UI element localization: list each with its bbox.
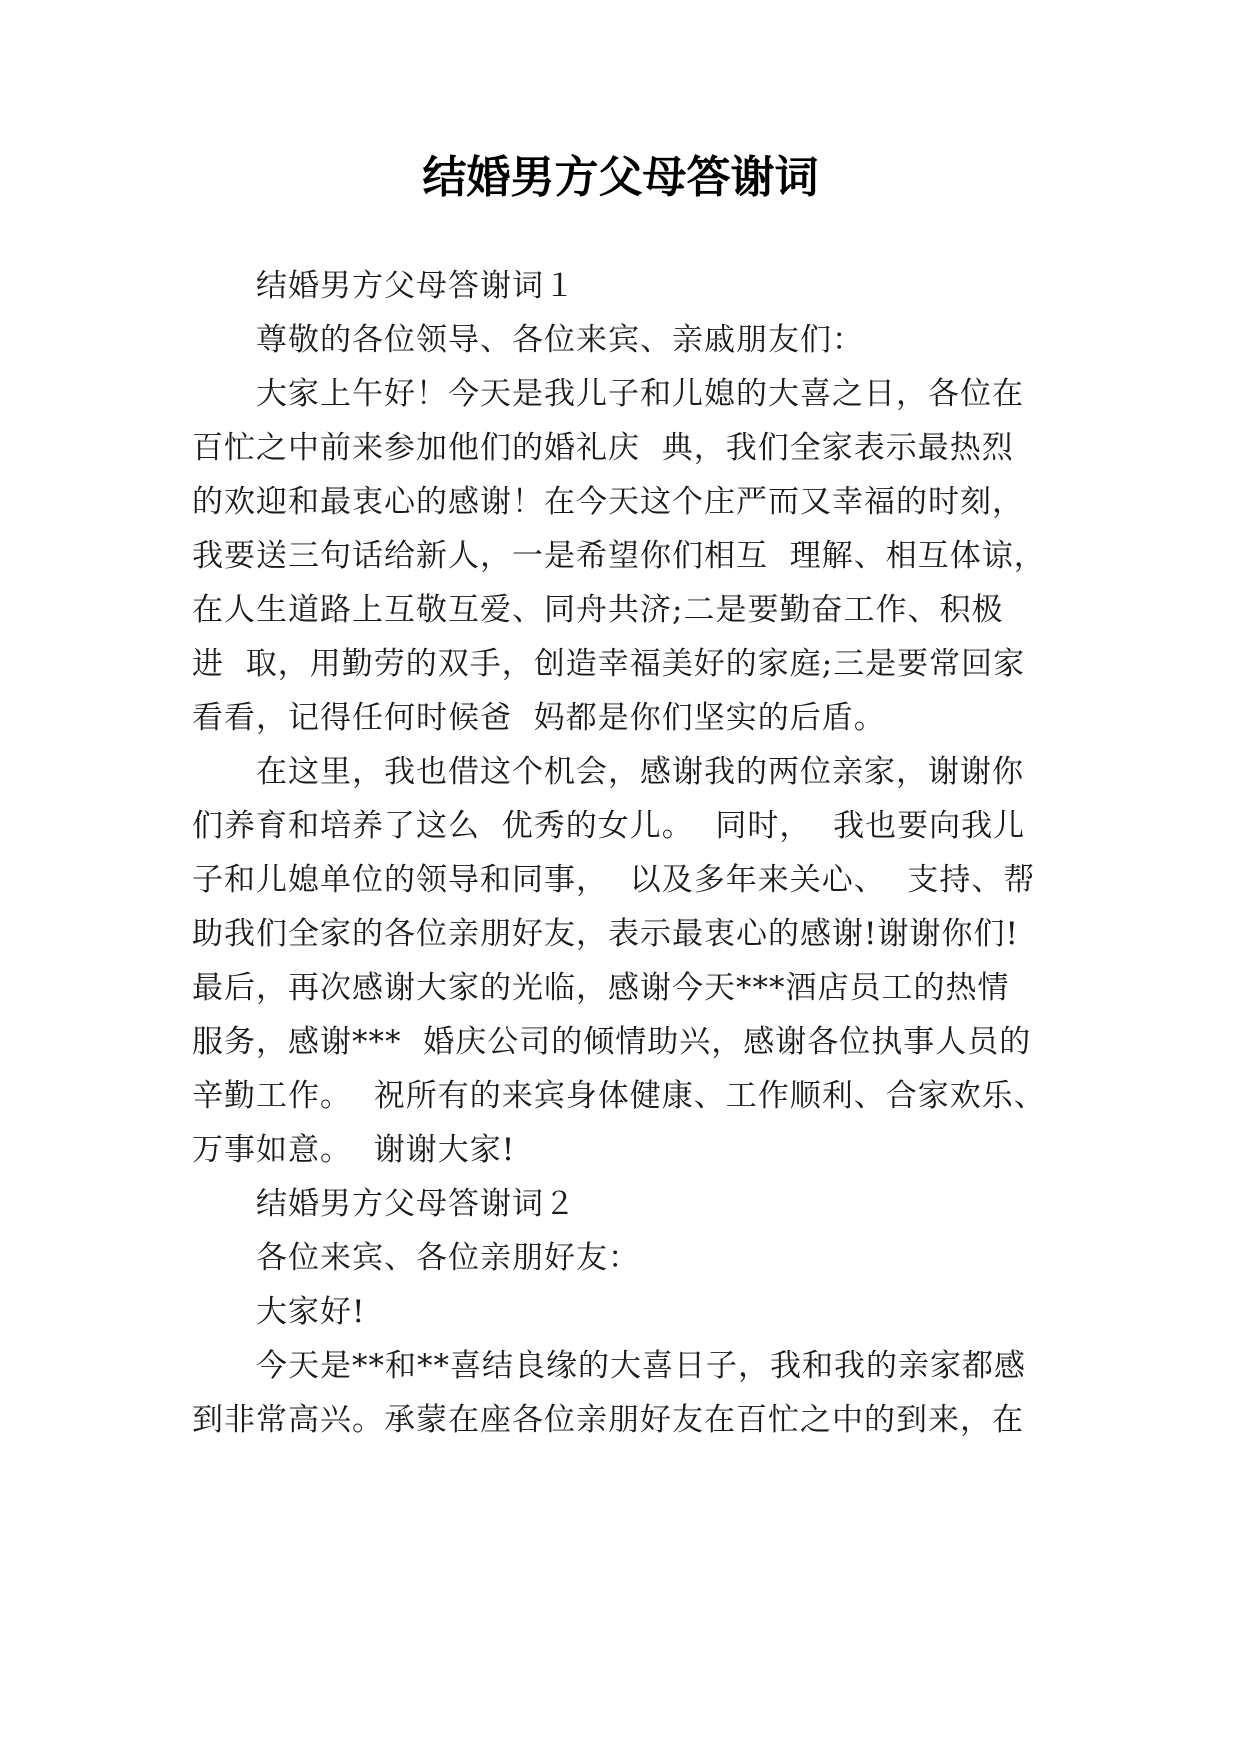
paragraph-line: 子和儿媳单位的领导和同事， 以及多年来关心、 支持、帮 — [192, 862, 1036, 898]
paragraph-line: 到非常高兴。承蒙在座各位亲朋好友在百忙之中的到来，在 — [192, 1402, 1024, 1438]
paragraph-line: 在这里，我也借这个机会，感谢我的两位亲家，谢谢你 — [256, 754, 1024, 790]
paragraph-line: 进 取，用勤劳的双手，创造幸福美好的家庭;三是要常回家 — [192, 646, 1026, 682]
section-heading-2: 结婚男方父母答谢词２ — [256, 1186, 576, 1222]
paragraph-line: 服务，感谢*** 婚庆公司的倾情助兴，感谢各位执事人员的 — [192, 1024, 1032, 1060]
salutation-1: 尊敬的各位领导、各位来宾、亲戚朋友们： — [256, 322, 864, 358]
paragraph-line: 最后，再次感谢大家的光临，感谢今天***酒店员工的热情 — [192, 970, 1010, 1006]
paragraph-line: 百忙之中前来参加他们的婚礼庆 典，我们全家表示最热烈 — [192, 430, 1014, 466]
paragraph-line: 在人生道路上互敬互爱、同舟共济;二是要勤奋工作、积极 — [192, 592, 1004, 628]
paragraph-line: 们养育和培养了这么 优秀的女儿。 同时， 我也要向我儿 — [192, 808, 1026, 844]
paragraph-line: 大家上午好！今天是我儿子和儿媳的大喜之日，各位在 — [256, 376, 1024, 412]
salutation-2: 各位来宾、各位亲朋好友： — [256, 1240, 640, 1276]
paragraph-line: 我要送三句话给新人，一是希望你们相互 理解、相互体谅， — [192, 538, 1046, 574]
paragraph-line: 万事如意。 谢谢大家! — [192, 1132, 516, 1168]
greeting-line: 大家好! — [256, 1294, 366, 1330]
paragraph-line: 助我们全家的各位亲朋好友，表示最衷心的感谢!谢谢你们! — [192, 916, 1019, 952]
paragraph-line: 辛勤工作。 祝所有的来宾身体健康、工作顺利、合家欢乐、 — [192, 1078, 1046, 1114]
document-title: 结婚男方父母答谢词 — [422, 152, 819, 203]
section-heading-1: 结婚男方父母答谢词１ — [256, 268, 576, 304]
paragraph-line: 今天是**和**喜结良缘的大喜日子，我和我的亲家都感 — [256, 1348, 1026, 1384]
paragraph-line: 看看，记得任何时候爸 妈都是你们坚实的后盾。 — [192, 700, 886, 736]
paragraph-line: 的欢迎和最衷心的感谢！在今天这个庄严而又幸福的时刻， — [192, 484, 1024, 520]
